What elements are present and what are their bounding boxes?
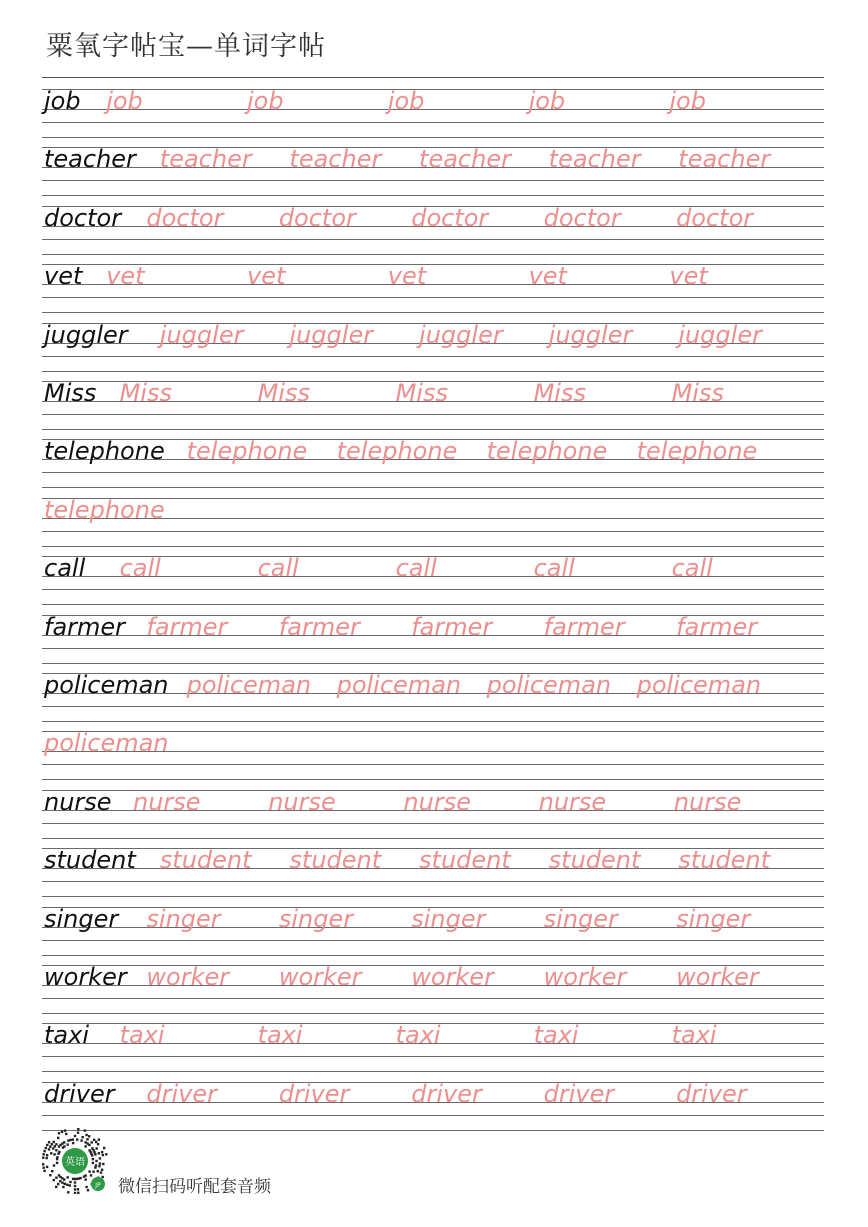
trace-word: student [159, 846, 252, 875]
trace-word: student [548, 846, 641, 875]
trace-word: juggler [548, 320, 633, 349]
model-word: worker [44, 963, 127, 991]
trace-word: farmer [543, 612, 625, 641]
model-word: farmer [44, 612, 126, 641]
trace-word: juggler [419, 320, 503, 349]
trace-word: farmer [676, 612, 758, 641]
trace-word: teacher [419, 145, 511, 174]
trace-word: Miss [671, 379, 724, 407]
guide-line [42, 89, 824, 90]
footer-caption: 微信扫码听配套音频 [118, 1177, 271, 1197]
practice-row [42, 137, 824, 195]
trace-word: policeman [636, 671, 762, 699]
guide-line [42, 1115, 824, 1116]
footer [42, 1128, 442, 1198]
guide-line [42, 764, 824, 765]
trace-word: driver [676, 1079, 747, 1108]
trace-word: policeman [486, 671, 612, 699]
guide-line [42, 881, 824, 882]
guide-line [42, 706, 824, 707]
model-word: singer [44, 904, 119, 933]
practice-row [42, 196, 824, 254]
trace-word: juggler [159, 320, 244, 349]
practice-row [42, 429, 824, 487]
trace-word: juggler [678, 320, 762, 349]
trace-word: policeman [336, 671, 462, 699]
trace-word: driver [278, 1079, 350, 1108]
trace-word: doctor [411, 203, 489, 232]
guide-line [42, 940, 824, 941]
trace-word: singer [146, 904, 221, 933]
trace-word: vet [528, 262, 567, 291]
guide-line [42, 823, 824, 824]
trace-word: worker [146, 963, 230, 991]
trace-word: worker [278, 963, 362, 991]
model-word: vet [44, 262, 83, 291]
model-word: driver [44, 1079, 115, 1108]
trace-word: driver [543, 1079, 615, 1108]
guide-line [42, 648, 824, 649]
trace-word: Miss [257, 379, 310, 407]
trace-word: nurse [133, 787, 201, 816]
practice-row [42, 780, 824, 838]
qr-tag-text: JP [95, 1182, 101, 1189]
trace-word: doctor [278, 203, 356, 232]
trace-word: vet [246, 262, 286, 291]
practice-row [42, 721, 824, 779]
trace-word: vet [669, 262, 708, 291]
trace-word: job [387, 87, 425, 115]
guide-line [42, 998, 824, 999]
practice-row [42, 79, 824, 137]
trace-word: farmer [278, 612, 360, 641]
trace-word: teacher [159, 145, 252, 174]
trace-word: juggler [289, 320, 374, 349]
trace-word: taxi [119, 1021, 165, 1050]
trace-word: job [246, 87, 284, 115]
trace-word: driver [146, 1079, 217, 1108]
guide-line [42, 589, 824, 590]
practice-row [42, 663, 824, 721]
practice-row [42, 313, 824, 371]
model-word: call [44, 554, 86, 583]
practice-row [42, 605, 824, 663]
trace-word: worker [411, 963, 494, 991]
trace-word: singer [676, 904, 751, 933]
page-title: 粟氧字帖宝—单词字帖 [46, 31, 326, 62]
guide-line [42, 180, 824, 181]
trace-word: student [678, 846, 771, 875]
trace-word: call [119, 554, 161, 583]
trace-word: singer [543, 904, 618, 933]
model-word: student [44, 846, 136, 875]
model-word: doctor [44, 203, 122, 232]
model-word: taxi [44, 1021, 89, 1050]
model-word: teacher [44, 145, 136, 174]
trace-word: taxi [257, 1021, 303, 1050]
guide-line [42, 297, 824, 298]
guide-line [42, 414, 824, 415]
trace-word: call [395, 554, 437, 583]
trace-word: nurse [673, 787, 742, 816]
practice-row [42, 897, 824, 955]
trace-word: policeman [186, 671, 312, 699]
guide-line [42, 472, 824, 473]
trace-word: job [528, 87, 566, 115]
trace-word: student [289, 846, 382, 875]
practice-row [42, 488, 824, 546]
trace-word: taxi [671, 1021, 717, 1050]
trace-word: singer [411, 904, 486, 933]
trace-word: nurse [403, 787, 471, 816]
trace-word: doctor [676, 203, 754, 232]
trace-word: farmer [411, 612, 493, 641]
trace-word: doctor [543, 203, 621, 232]
guide-line [42, 531, 824, 532]
qr-code-icon[interactable] [42, 1128, 108, 1194]
practice-row [42, 1013, 824, 1071]
model-word: job [44, 87, 81, 115]
trace-word: nurse [538, 787, 607, 816]
model-word: juggler [44, 320, 128, 349]
trace-word: driver [411, 1079, 482, 1108]
trace-word: telephone [44, 495, 165, 524]
practice-row [42, 371, 824, 429]
trace-word: taxi [395, 1021, 441, 1050]
practice-row [42, 838, 824, 896]
trace-word: vet [106, 262, 145, 291]
guide-line [42, 122, 824, 123]
trace-word: call [257, 554, 299, 583]
trace-word: singer [278, 904, 354, 933]
trace-word: call [533, 554, 575, 583]
trace-word: telephone [636, 437, 758, 466]
trace-word: Miss [395, 379, 448, 407]
trace-word: teacher [678, 145, 771, 174]
trace-word: teacher [289, 145, 382, 174]
trace-word: job [669, 87, 706, 115]
trace-word: Miss [533, 379, 586, 407]
trace-word: job [106, 87, 143, 115]
trace-word: policeman [44, 729, 169, 758]
trace-word: farmer [146, 612, 228, 641]
trace-word: call [671, 554, 713, 583]
model-word: Miss [44, 379, 97, 407]
trace-word: worker [676, 963, 759, 991]
guide-line [42, 239, 824, 240]
guide-line [42, 109, 824, 110]
practice-row [42, 254, 824, 312]
practice-row [42, 955, 824, 1013]
practice-row [42, 546, 824, 604]
trace-word: taxi [533, 1021, 579, 1050]
practice-row [42, 1072, 824, 1130]
trace-word: telephone [336, 437, 458, 466]
trace-word: telephone [486, 437, 608, 466]
trace-word: telephone [186, 437, 308, 466]
trace-word: student [419, 846, 511, 875]
trace-word: vet [387, 262, 427, 291]
trace-word: worker [543, 963, 627, 991]
guide-line [42, 356, 824, 357]
trace-word: Miss [119, 379, 172, 407]
guide-line [42, 1056, 824, 1057]
trace-word: doctor [146, 203, 224, 232]
trace-word: teacher [548, 145, 641, 174]
model-word: policeman [44, 671, 169, 699]
model-word: telephone [44, 437, 165, 466]
qr-badge-text: 英语 [65, 1157, 85, 1168]
trace-word: nurse [268, 787, 336, 816]
model-word: nurse [44, 787, 112, 816]
